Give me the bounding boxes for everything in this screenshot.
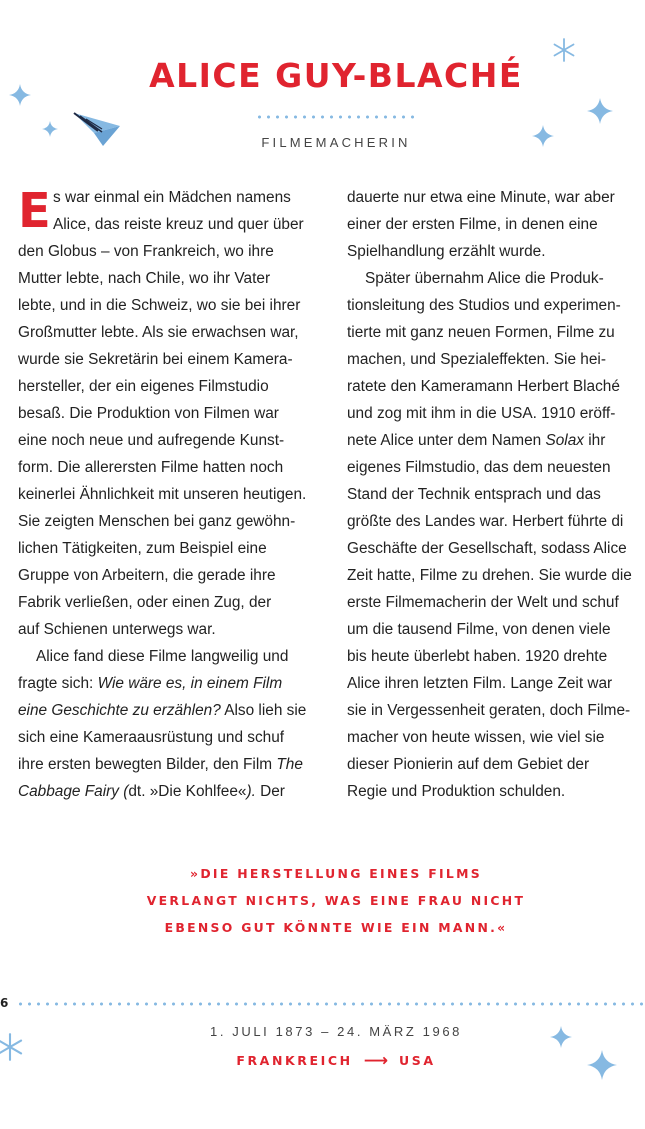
text-line [18,508,328,535]
text-line [347,265,645,292]
text-run: Regie und Produktion schulden. [347,783,566,800]
sparkle-icon [587,98,613,124]
text-run: Fabrik verließen, oder einen Zug, der [18,594,272,611]
text-run: lebte, und in die Schweiz, wo sie bei ihrer [18,297,301,314]
text-run: Sie zeigten Menschen bei ganz gewöhn- [18,513,296,530]
text-line [347,535,645,562]
text-run: form. Die allerersten Filme hatten noch [18,459,284,476]
text-run: Also lieh sie [220,702,307,719]
text-run: besaß. Die Produktion von Filmen war [18,405,279,422]
text-line [18,427,328,454]
text-run: bis heute überlebt haben. 1920 drehte [347,648,608,665]
text-run: Der [260,783,285,800]
text-line [347,373,645,400]
text-line [18,751,328,778]
italic-text: eine Geschichte zu erzählen? [18,702,221,719]
text-run: ihr [583,432,606,449]
text-line [347,454,645,481]
text-run: Zeit hatte, Filme zu drehen. Sie wurde die [347,567,632,584]
text-line [347,697,645,724]
drop-cap: E [18,183,51,239]
pull-quote-line: EBENSO GUT KÖNNTE WIE EIN MANN.« [164,920,508,935]
italic-text: ). [246,783,261,800]
text-run: lichen Tätigkeiten, zum Beispiel eine [18,540,267,557]
italic-text: The [276,756,303,773]
text-line [18,265,328,292]
text-line [18,589,328,616]
text-line [347,184,645,211]
text-run: nete Alice unter dem Namen [347,432,546,449]
sparkle-icon [550,1026,572,1048]
text-line [18,616,328,643]
italic-text: Cabbage Fairy ( [18,783,129,800]
text-run: den Globus – von Frankreich, wo ihre [18,243,274,260]
text-run: größte des Landes war. Herbert führte di [347,513,624,530]
text-line [347,292,645,319]
text-line [18,778,328,805]
text-line [347,562,645,589]
text-line [18,292,328,319]
sparkle-icon [587,1050,617,1080]
route-to: USA [399,1053,436,1068]
text-line [18,346,328,373]
pull-quote-line: »DIE HERSTELLUNG EINES FILMS [190,866,482,881]
pull-quote-line: VERLANGT NICHTS, WAS EINE FRAU NICHT [146,893,526,908]
text-line [18,400,328,427]
life-dates: 1. JULI 1873 – 24. MÄRZ 1968 [209,1024,462,1039]
article-left-column [18,184,328,805]
page-number: 6 [0,996,9,1010]
text-line [18,481,328,508]
text-run: dauerte nur etwa eine Minute, war aber [347,189,615,206]
text-line [18,697,328,724]
text-run: machen, und Spezialeffekten. Sie hei- [347,351,606,368]
text-line [347,238,645,265]
text-line [347,508,645,535]
text-run: Gruppe von Arbeitern, die gerade ihre [18,567,276,584]
text-run: wurde sie Sekretärin bei einem Kamera- [18,351,293,368]
text-run: einer der ersten Filme, in denen eine [347,216,598,233]
arrow-right-icon: ⟶ [363,1051,389,1071]
text-run: Mutter lebte, nach Chile, wo ihr Vater [18,270,271,287]
dotted-divider [255,115,417,119]
text-run: Später übernahm Alice die Produk- [365,270,604,287]
text-run: dt. »Die Kohlfee« [128,783,247,800]
page-title: ALICE GUY-BLACHÉ [149,56,523,95]
text-run: sie in Vergessenheit geraten, doch Filme- [347,702,631,719]
text-line [18,643,328,670]
text-line [347,589,645,616]
text-line [18,562,328,589]
italic-text: Wie wäre es, in einem Film [97,675,283,692]
text-run: Großmutter lebte. Als sie erwachsen war, [18,324,299,341]
text-line [347,751,645,778]
text-line [347,211,645,238]
route [0,1051,645,1071]
text-line [18,373,328,400]
text-run: fragte sich: [18,675,98,692]
text-line [347,670,645,697]
text-line [347,427,645,454]
text-line [347,616,645,643]
text-run: und zog mit ihm in die USA. 1910 eröff- [347,405,616,422]
text-run: Alice ihren letzten Film. Lange Zeit war [347,675,613,692]
text-line [347,778,645,805]
text-run: macher von heute wissen, wie viel sie [347,729,605,746]
text-line [347,400,645,427]
text-run: ratete den Kameramann Herbert Blaché [347,378,620,395]
dotted-divider [16,1002,645,1006]
text-run: Geschäfte der Gesellschaft, sodass Alice [347,540,627,557]
text-run: auf Schienen unterwegs war. [18,621,216,638]
text-run: s war einmal ein Mädchen namens [53,189,291,206]
text-run: tierte mit ganz neuen Formen, Filme zu [347,324,615,341]
text-run: um die tausend Filme, von denen viele [347,621,611,638]
pull-quote [0,860,645,941]
text-line [347,346,645,373]
text-line [18,211,328,238]
text-line [347,724,645,751]
text-run: sich eine Kameraausrüstung und schuf [18,729,285,746]
text-line [18,238,328,265]
text-line [18,535,328,562]
text-run: keinerlei Ähnlichkeit mit unseren heutigen. [18,486,307,503]
text-run: eigenes Filmstudio, das dem neuesten [347,459,611,476]
article-right-column [347,184,645,805]
text-line [18,670,328,697]
text-line [18,454,328,481]
text-run: erste Filmemacherin der Welt und schuf [347,594,619,611]
italic-text: Solax [545,432,584,449]
text-line [18,724,328,751]
route-from: FRANKREICH [236,1053,353,1068]
text-run: Spielhandlung erzählt wurde. [347,243,546,260]
page-subtitle: FILMEMACHERIN [261,135,411,150]
text-line [347,481,645,508]
text-line [18,184,328,211]
asterisk-icon [0,1033,24,1061]
text-run: eine noch neue und aufregende Kunst- [18,432,285,449]
text-line [347,319,645,346]
text-run: dieser Pionierin auf dem Gebiet der [347,756,590,773]
text-run: Stand der Technik entsprach und das [347,486,601,503]
text-run: ihre ersten bewegten Bilder, den Film [18,756,277,773]
text-run: Alice, das reiste kreuz und quer über [53,216,304,233]
text-run: Alice fand diese Filme langweilig und [36,648,289,665]
text-line [18,319,328,346]
text-run: tionsleitung des Studios und experimen- [347,297,621,314]
text-line [347,643,645,670]
text-run: hersteller, der ein eigenes Filmstudio [18,378,269,395]
